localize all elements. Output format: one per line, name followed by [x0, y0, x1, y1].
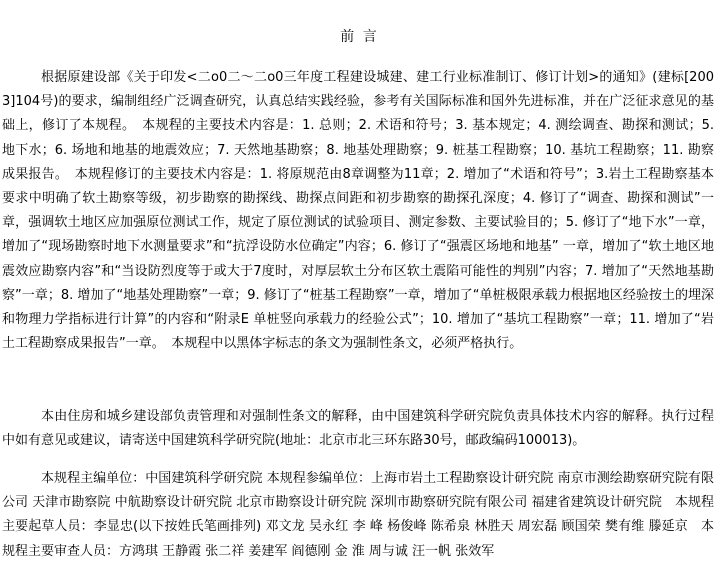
foreword-paragraph-contributors: 本规程主编单位：中国建筑科学研究院 本规程参编单位：上海市岩土工程勘察设计研究院 南京市测绘勘察研究院有限公司 天津市勘察院 中航勘察设计研究院 北京市勘察设计研究院 深圳市勘察研究院有限公司 福建省建筑设计研究院 本规程主要起草人员：李显忠(以下按姓氏笔画排列) 邓文龙 吴永红 李 峰 杨俊峰 陈希泉 林胜天 周宏磊 顾国荣 樊有维 滕延京 本规程主要审查人员：方鸿琪 王静霞 张二祥 姜建军 阎德刚 金 淮 周与诚 汪一帆 张效军 — [2, 471, 714, 559]
page-title: 前 言 — [340, 29, 379, 45]
foreword-paragraph-basis: 根据原建设部《关于印发<二o0二～二o0三年度工程建设城建、建工行业标准制订、修订计划>的通知》(建标[2003]104号)的要求，编制组经广泛调查研究，认真总结实践经验，参考有关国际标准和国外先进标准，并在广泛征求意见的基础上，修订了本规程。 本规程的主要技术内容是：1. 总则；2. 术语和符号；3. 基本规定；4. 测绘调查、勘探和测试；5. 地下水；6. 场地和地基的地震效应；7. 天然地基勘察；8. 地基处理勘察；9. 桩基工程勘察；10. 基坑工程勘察；11. 勘察成果报告。 本规程修订的主要技术内容是：1. 将原规范由8章调整为11章；2. 增加了“术语和符号”；3.岩土工程勘察基本要求中明确了软土勘察等级，初步勘察的勘探线、勘探点间距和初步勘察的勘探孔深度；4. 修订了“调查、勘探和测试”一章，强调软土地区应加强原位测试工作，规定了原位测试的试验项目、测定参数、主要试验目的；5. 修订了“地下水”一章，增加了“现场勘察时地下水测量要求”和“抗浮设防水位确定”内容；6. 修订了“强震区场地和地基” 一章，增加了“软土地区地震效应勘察内容”和“当设防烈度等于或大于7度时，对厚层软土分布区软土震陷可能性的判别”内容；7. 增加了“天然地基勘察”一章；8. 增加了“地基处理勘察”一章；9. 修订了“桩基工程勘察”一章，增加了“单桩极限承载力根据地区经验按土的埋深和物理力学指标进行计算”的内容和“附录E 单桩竖向承载力的经验公式”；10. 增加了“基坑工程勘察”一章；11. 增加了“岩土工程勘察成果报告”一章。 本规程中以黑体字标志的条文为强制性条文，必须严格执行。 — [2, 70, 714, 352]
foreword-paragraph-management: 本由住房和城乡建设部负责管理和对强制性条文的解释，由中国建筑科学研究院负责具体技术内容的解释。执行过程中如有意见或建议，请寄送中国建筑科学研究院(地址：北京市北三环东路30号，邮政编码100013)。 — [2, 409, 714, 449]
